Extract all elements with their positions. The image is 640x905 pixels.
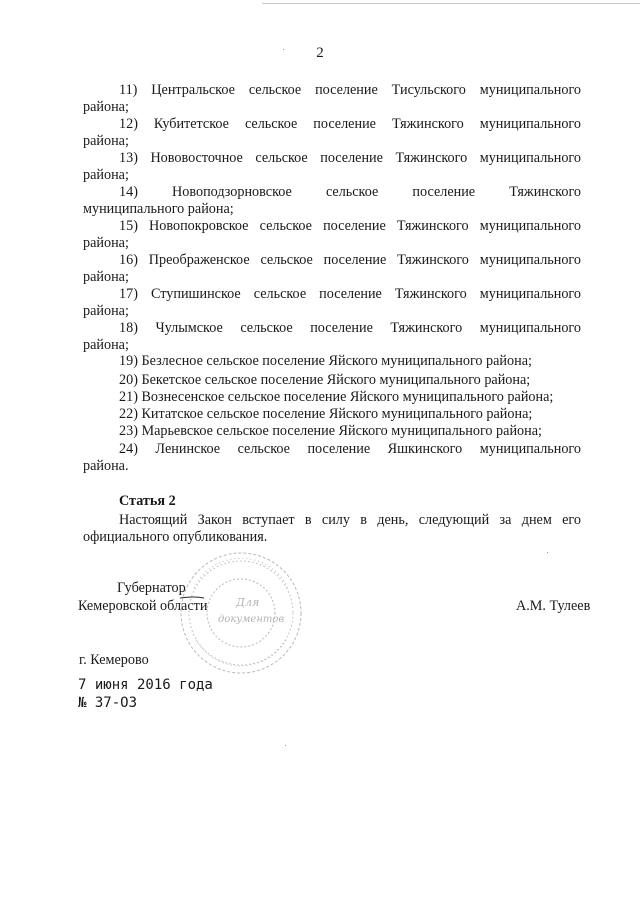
stamp-text-line-1: Для	[236, 596, 260, 609]
list-item	[83, 252, 581, 286]
list-item-text: 24) Ленинское сельское поселение Яшкинского муниципального	[119, 441, 581, 457]
list-item-text: 12) Кубитетское сельское поселение Тяжинского муниципального	[119, 116, 581, 132]
list-item-continuation: района;	[83, 269, 129, 285]
list-item-continuation: района.	[83, 458, 129, 474]
list-item	[83, 116, 581, 150]
list-item-text: 14) Новоподзорновское сельское поселение Тяжинского	[119, 184, 581, 200]
list-item	[83, 389, 581, 406]
list-item-continuation: района;	[83, 99, 129, 115]
article-title: Статья 2	[119, 493, 176, 509]
list-item	[83, 150, 581, 184]
list-item	[83, 353, 581, 370]
list-item	[83, 286, 581, 320]
page-number: 2	[316, 45, 324, 61]
law-number: № 37-ОЗ	[78, 695, 138, 711]
list-item-text: 13) Нововосточное сельское поселение Тяжинского муниципального	[119, 150, 581, 166]
list-item	[83, 423, 581, 440]
issue-city: г. Кемерово	[79, 652, 149, 668]
list-item-continuation: района;	[83, 337, 129, 353]
list-item-text: 18) Чулымское сельское поселение Тяжинского муниципального	[119, 320, 581, 336]
list-item-text: 22) Китатское сельское поселение Яйского муниципального района;	[119, 406, 533, 422]
list-item-text: 21) Вознесенское сельское поселение Яйского муниципального района;	[119, 389, 554, 405]
scan-speck	[547, 552, 548, 553]
list-item-text: 17) Ступишинское сельское поселение Тяжинского муниципального	[119, 286, 581, 302]
scan-speck	[283, 49, 284, 50]
list-item-text: 11) Центральское сельское поселение Тисульского муниципального	[119, 82, 581, 98]
list-item	[83, 82, 581, 116]
list-item	[83, 218, 581, 252]
list-item-text: 15) Новопокровское сельское поселение Тяжинского муниципального	[119, 218, 581, 234]
list-item-text: 20) Бекетское сельское поселение Яйского муниципального района;	[119, 372, 531, 388]
official-stamp-icon	[176, 548, 306, 678]
list-item-text: 16) Преображенское сельское поселение Тяжинского муниципального	[119, 252, 581, 268]
list-item	[83, 320, 581, 354]
list-item-continuation: района;	[83, 235, 129, 251]
stamp-text-line-2: документов	[218, 614, 285, 625]
signatory-name: А.М. Тулеев	[516, 598, 591, 614]
list-item-text: 19) Безлесное сельское поселение Яйского муниципального района;	[119, 353, 532, 369]
list-item-continuation: муниципального района;	[83, 201, 234, 217]
list-item-continuation: района;	[83, 133, 129, 149]
list-item-continuation: района;	[83, 303, 129, 319]
list-item	[83, 184, 581, 218]
list-item-text: 23) Марьевское сельское поселение Яйского муниципального района;	[119, 423, 542, 439]
article-text	[83, 512, 581, 546]
article-text-line-1: Настоящий Закон вступает в силу в день, следующий за днем его	[119, 512, 581, 528]
signatory-title: Губернатор	[117, 580, 186, 596]
issue-date: 7 июня 2016 года	[78, 677, 213, 693]
scan-top-edge	[262, 3, 640, 4]
list-item	[83, 441, 581, 475]
list-item	[83, 372, 581, 389]
signatory-region: Кемеровской области	[78, 598, 208, 614]
scan-speck	[285, 745, 286, 746]
list-item-continuation: района;	[83, 167, 129, 183]
list-item	[83, 406, 581, 423]
article-text-line-2: официального опубликования.	[83, 529, 268, 545]
